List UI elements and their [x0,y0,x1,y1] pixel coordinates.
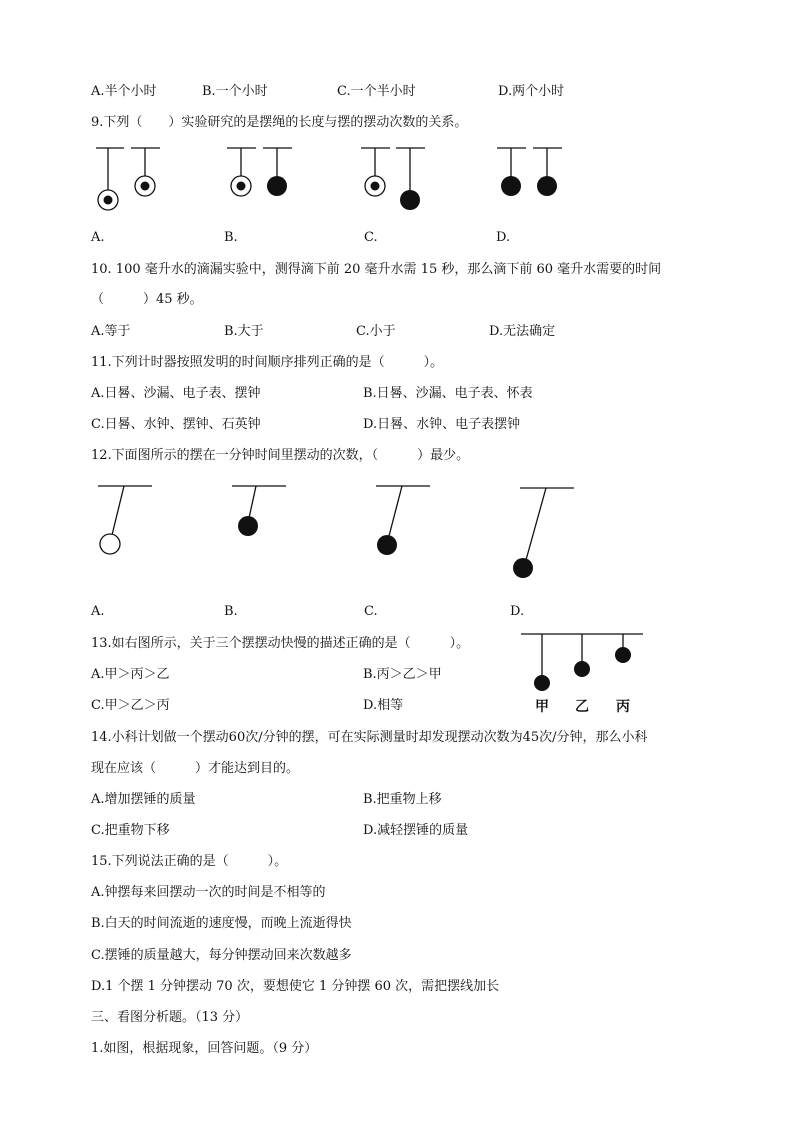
q9-figure-c [361,148,425,210]
q10-option-b[interactable]: B.大于 [224,324,264,339]
q13-pendulum-jia [534,634,550,715]
q13-label-jia: 甲 [535,699,549,715]
q14-stem-line1: 14.小科计划做一个摆动60次/分钟的摆，可在实际测量时却发现摆动次数为45次/分钟，那么小科 [91,730,648,745]
q11-option-d[interactable]: D.日晷、水钟、电子表摆钟 [363,417,521,432]
q13-stem: 13.如右图所示，关于三个摆摆动快慢的描述正确的是（ ）。 [91,636,470,651]
q15-option-a[interactable]: A.钟摆每来回摆动一次的时间是不相等的 [91,885,326,900]
q9-figure-a [96,148,160,210]
q15-stem: 15.下列说法正确的是（ ）。 [91,854,288,869]
q11-stem: 11.下列计时器按照发明的时间顺序排列正确的是（ ）。 [91,355,444,370]
q14-option-c[interactable]: C.把重物下移 [91,823,170,838]
q9-option-b[interactable]: B. [224,230,238,245]
q13-label-bing: 丙 [616,699,630,715]
q12-figure-a [98,486,152,554]
q8-option-d[interactable]: D.两个小时 [498,84,565,99]
q14-option-b[interactable]: B.把重物上移 [363,792,442,807]
q8-option-c[interactable]: C.一个半小时 [337,84,416,99]
q15-option-b[interactable]: B.白天的时间流逝的速度慢，而晚上流逝得快 [91,916,352,931]
q9-option-c[interactable]: C. [364,230,378,245]
q10-stem-line2: （ ）45 秒。 [91,292,203,307]
q9-figure-b [227,148,292,196]
q13-pendulum-yi [574,634,590,715]
q12-option-a[interactable]: A. [91,604,105,619]
q13-label-yi: 乙 [575,699,589,715]
q14-option-a[interactable]: A.增加摆锤的质量 [91,792,196,807]
q15-option-d[interactable]: D.1 个摆 1 分钟摆动 70 次，要想使它 1 分钟摆 60 次，需把摆线加长 [91,979,500,994]
q10-option-d[interactable]: D.无法确定 [489,324,556,339]
q15-option-c[interactable]: C.摆锤的质量越大，每分钟摆动回来次数越多 [91,948,352,963]
q13-option-c[interactable]: C.甲＞乙＞丙 [91,698,170,713]
q9-figure-d [497,148,562,196]
q12-figure-c [376,486,430,555]
q14-stem-line2: 现在应该（ ）才能达到目的。 [91,761,300,776]
q12-option-d[interactable]: D. [510,604,525,619]
q14-option-d[interactable]: D.减轻摆锤的质量 [363,823,469,838]
q9-stem: 9.下列（ ）实验研究的是摆绳的长度与摆的摆动次数的关系。 [91,115,468,130]
q9-pendulum-figure [0,140,794,220]
q9-option-a[interactable]: A. [91,230,105,245]
q10-option-c[interactable]: C.小于 [356,324,396,339]
q11-option-a[interactable]: A.日晷、沙漏、电子表、摆钟 [91,386,261,401]
section3-q1-stem: 1.如图，根据现象，回答问题。（9 分） [91,1041,318,1056]
q11-option-c[interactable]: C.日晷、水钟、摆钟、石英钟 [91,417,261,432]
q13-option-a[interactable]: A.甲＞丙＞乙 [91,667,170,682]
section3-title: 三、看图分析题。（13 分） [91,1010,249,1025]
q12-pendulum-figure [0,478,794,588]
q10-stem-line1: 10. 100 毫升水的滴漏实验中，测得滴下前 20 毫升水需 15 秒，那么滴下前 60 毫升水需要的时间 [91,262,662,277]
q13-pendulum-bing [615,634,631,715]
q12-option-b[interactable]: B. [224,604,238,619]
q12-figure-d [513,488,574,578]
q8-option-a[interactable]: A.半个小时 [91,84,157,99]
q9-option-d[interactable]: D. [496,230,511,245]
q10-option-a[interactable]: A.等于 [91,324,131,339]
q12-figure-b [232,486,286,536]
q13-option-d[interactable]: D.相等 [363,698,404,713]
q13-pendulum-figure [0,628,794,718]
q12-stem: 12.下面图所示的摆在一分钟时间里摆动的次数，（ ）最少。 [91,448,470,463]
q13-option-b[interactable]: B.丙＞乙＞甲 [363,667,442,682]
q11-option-b[interactable]: B.日晷、沙漏、电子表、怀表 [363,386,533,401]
q8-option-b[interactable]: B.一个小时 [202,84,268,99]
q12-option-c[interactable]: C. [364,604,378,619]
